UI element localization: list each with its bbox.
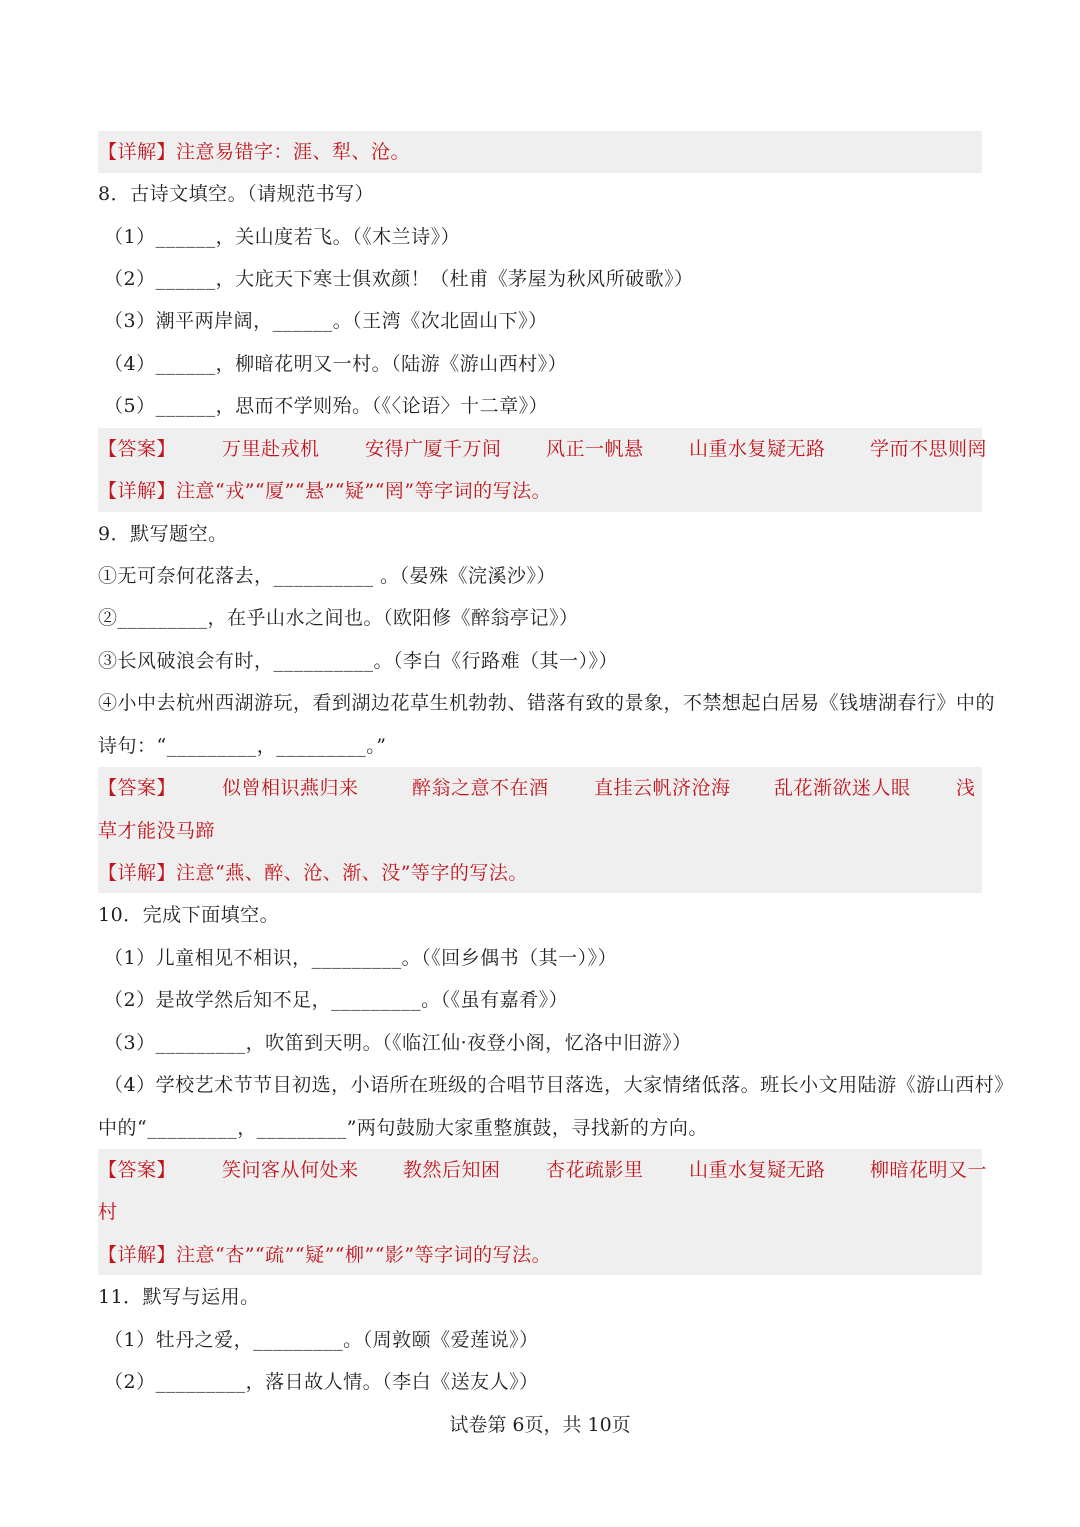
answer-value: 笑问客从何处来 xyxy=(222,1159,359,1181)
answer-value: 万里赴戎机 xyxy=(222,438,320,460)
answer-label: 【答案】 xyxy=(98,1159,177,1181)
q9-item: ①无可奈何花落去，__________ 。（晏殊《浣溪沙》） xyxy=(98,565,557,587)
q10-item: 中的“_________，_________”两句鼓励大家重整旗鼓，寻找新的方向。 xyxy=(98,1117,708,1139)
q9-item: 诗句：“_________，_________。” xyxy=(98,735,387,757)
q10-answer-continued: 村 xyxy=(98,1201,118,1223)
q8-title: 8．古诗文填空。（请规范书写） xyxy=(98,183,375,205)
q9-item: ②_________，在乎山水之间也。（欧阳修《醉翁亭记》） xyxy=(98,607,579,629)
q9-answer-row xyxy=(98,767,982,809)
q8-item: （4）______，柳暗花明又一村。（陆游《游山西村》） xyxy=(104,353,568,375)
answer-value: 山重水复疑无路 xyxy=(689,1159,826,1181)
answer-label: 【答案】 xyxy=(98,777,177,799)
q10-item: （3）_________，吹笛到天明。（《临江仙·夜登小阁，忆洛中旧游》） xyxy=(104,1032,692,1054)
answer-value: 风正一帆悬 xyxy=(546,438,644,460)
detail-text: 【详解】注意易错字：涯、犁、沧。 xyxy=(98,141,411,163)
q11-title: 11．默写与运用。 xyxy=(98,1286,260,1308)
answer-value: 醉翁之意不在酒 xyxy=(412,777,549,799)
answer-value: 乱花渐欲迷人眼 xyxy=(774,777,911,799)
q8-item: （3）潮平两岸阔，______。（王湾《次北固山下》） xyxy=(104,310,548,332)
answer-value: 柳暗花明又一 xyxy=(870,1159,988,1181)
answer-value: 教然后知困 xyxy=(403,1159,501,1181)
q9-title: 9．默写题空。 xyxy=(98,523,228,545)
q10-item: （2）是故学然后知不足，_________。（《虽有嘉肴》） xyxy=(104,989,569,1011)
q10-detail: 【详解】注意“杏”“疏”“疑”“柳”“影”等字词的写法。 xyxy=(98,1244,552,1266)
page-footer: 试卷第 6页，共 10页 xyxy=(449,1414,631,1436)
q10-item: （4）学校艺术节节目初选，小语所在班级的合唱节目落选，大家情绪低落。班长小文用陆游《游山西村》 xyxy=(104,1074,1014,1096)
q10-item: （1）儿童相见不相识，_________。（《回乡偶书（其一）》） xyxy=(104,947,618,969)
answer-value: 浅 xyxy=(956,777,976,799)
q10-answer-row xyxy=(98,1149,988,1191)
q8-item: （1）______，关山度若飞。（《木兰诗》） xyxy=(104,226,461,248)
answer-value: 似曾相识燕归来 xyxy=(222,777,359,799)
q10-title: 10．完成下面填空。 xyxy=(98,904,280,926)
q9-item: ③长风破浪会有时，__________。（李白《行路难（其一）》） xyxy=(98,650,619,672)
q9-answer-continued: 草才能没马蹄 xyxy=(98,820,216,842)
answer-value: 山重水复疑无路 xyxy=(689,438,826,460)
q8-answer-row xyxy=(98,428,988,470)
answer-value: 安得广厦千万间 xyxy=(365,438,502,460)
q8-item: （2）______，大庇天下寒士俱欢颜！（杜甫《茅屋为秋风所破歌》） xyxy=(104,268,694,290)
q8-item: （5）______，思而不学则殆。（《〈论语〉十二章》） xyxy=(104,395,549,417)
q9-detail: 【详解】注意“燕、醉、沧、渐、没”等字的写法。 xyxy=(98,862,528,884)
answer-value: 直挂云帆济沧海 xyxy=(594,777,731,799)
answer-label: 【答案】 xyxy=(98,438,177,460)
q11-item: （1）牡丹之爱，_________。（周敦颐《爱莲说》） xyxy=(104,1329,539,1351)
answer-value: 杏花疏影里 xyxy=(546,1159,644,1181)
q11-item: （2）_________，落日故人情。（李白《送友人》） xyxy=(104,1371,539,1393)
q9-item: ④小中去杭州西湖游玩，看到湖边花草生机勃勃、错落有致的景象，不禁想起白居易《钱塘湖春行》中的 xyxy=(98,692,996,714)
answer-value: 学而不思则罔 xyxy=(870,438,988,460)
q8-detail: 【详解】注意“戎”“厦”“悬”“疑”“罔”等字词的写法。 xyxy=(98,480,552,502)
